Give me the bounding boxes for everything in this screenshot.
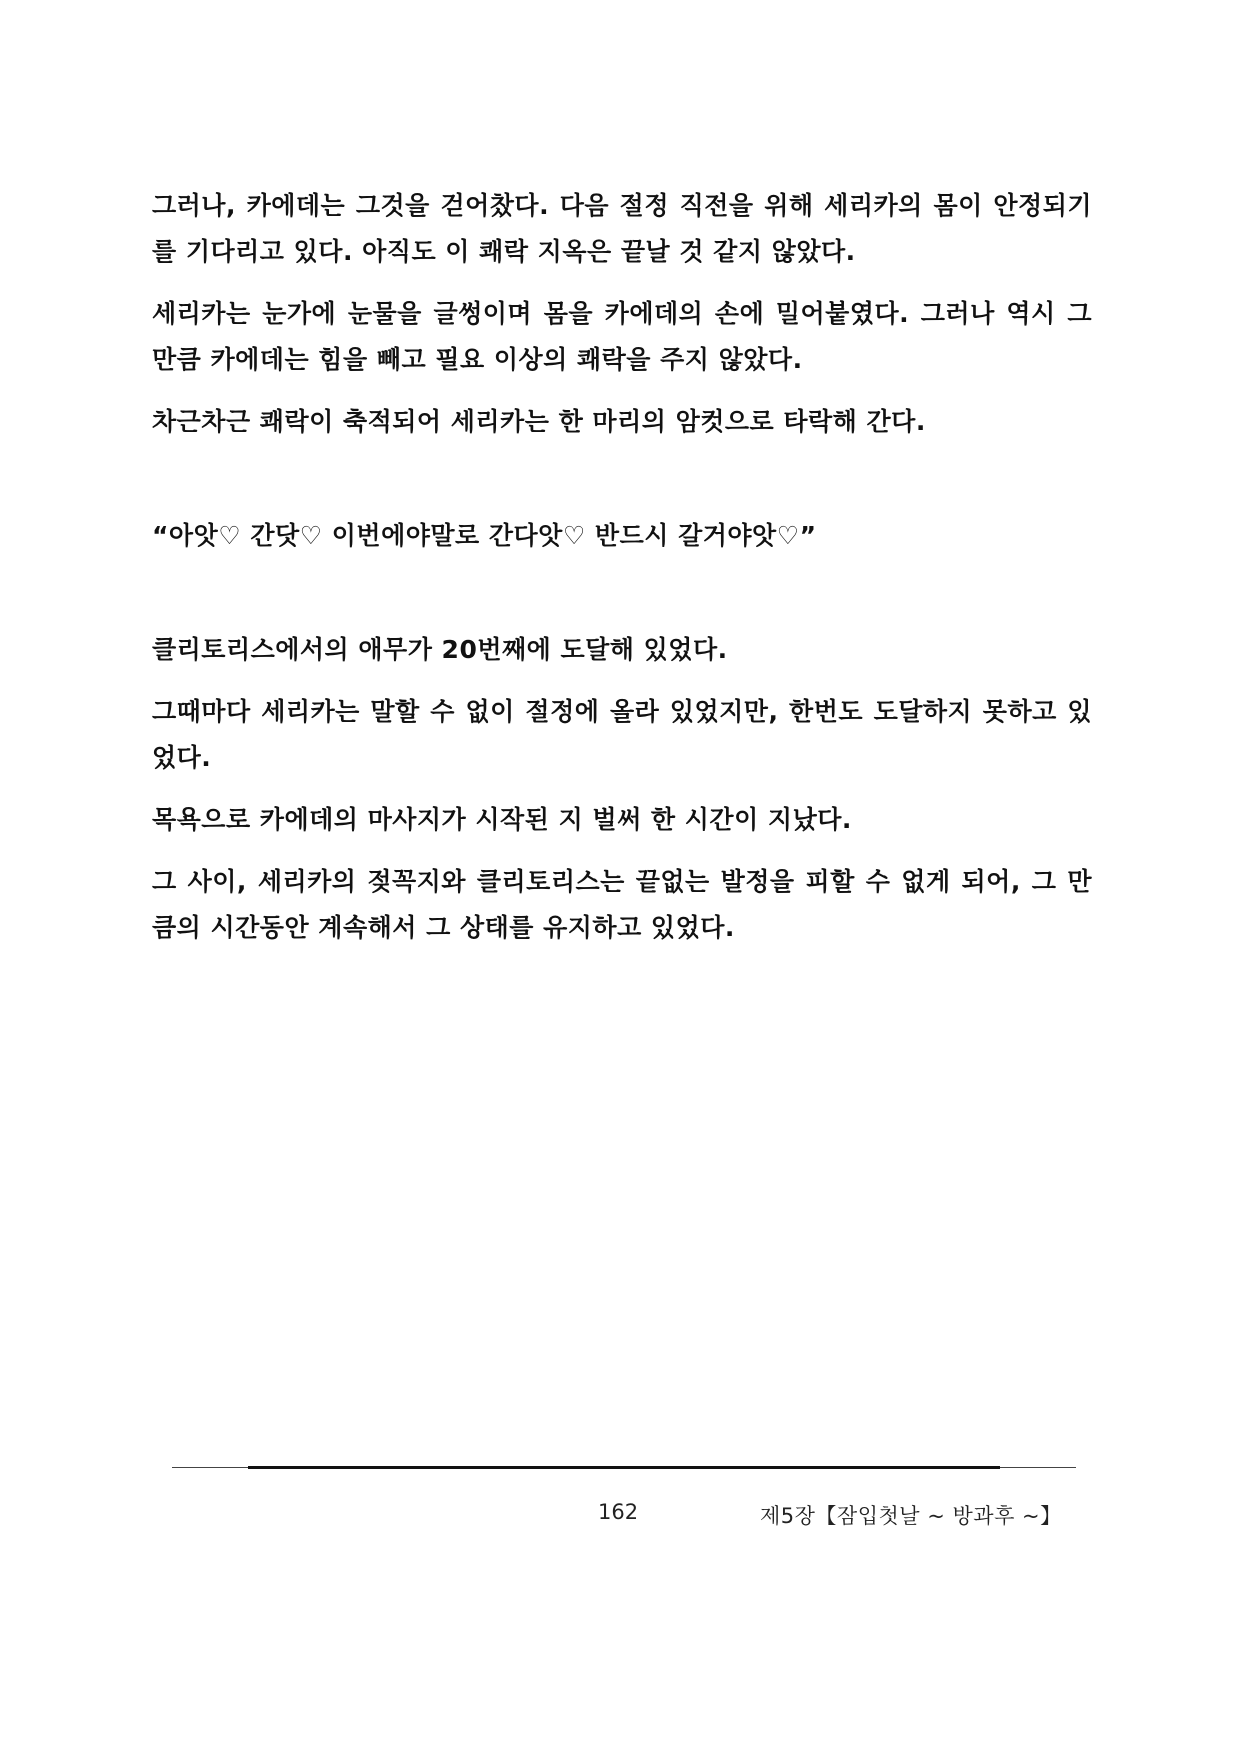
paragraph-5: 클리토리스에서의 애무가 20번째에 도달해 있었다. [152,635,728,664]
paragraph-gap [152,461,1092,513]
paragraph-8: 그 사이, 세리카의 젖꼭지와 클리토리스는 끝없는 발정을 피할 수 없게 되어, 그 만큼의 시간동안 계속해서 그 상태를 유지하고 있었다. [152,867,1092,942]
footer-divider-accent [248,1466,1000,1469]
paragraph-7: 목욕으로 카에데의 마사지가 시작된 지 벌써 한 시간이 지났다. [152,805,852,834]
body-text [152,183,1092,967]
paragraph-gap [152,575,1092,627]
paragraph-6: 그때마다 세리카는 말할 수 없이 절정에 올라 있었지만, 한번도 도달하지 못하고 있었다. [152,697,1092,772]
paragraph-3: 차근차근 쾌락이 축적되어 세리카는 한 마리의 암컷으로 타락해 간다. [152,407,926,436]
paragraph-2: 세리카는 눈가에 눈물을 글썽이며 몸을 카에데의 손에 밀어붙였다. 그러나 역시 그만큼 카에데는 힘을 빼고 필요 이상의 쾌락을 주지 않았다. [152,299,1092,374]
chapter-title: 제5장【잠입첫날 ~ 방과후 ~】 [760,1504,1062,1528]
paragraph-1: 그러나, 카에데는 그것을 걷어찼다. 다음 절정 직전을 위해 세리카의 몸이 안정되기를 기다리고 있다. 아직도 이 쾌락 지옥은 끝날 것 같지 않았다. [152,191,1092,266]
page-number: 162 [598,1500,639,1524]
dialogue-line: “아앗♡ 간닷♡ 이번에야말로 간다앗♡ 반드시 갈거야앗♡” [152,521,817,550]
